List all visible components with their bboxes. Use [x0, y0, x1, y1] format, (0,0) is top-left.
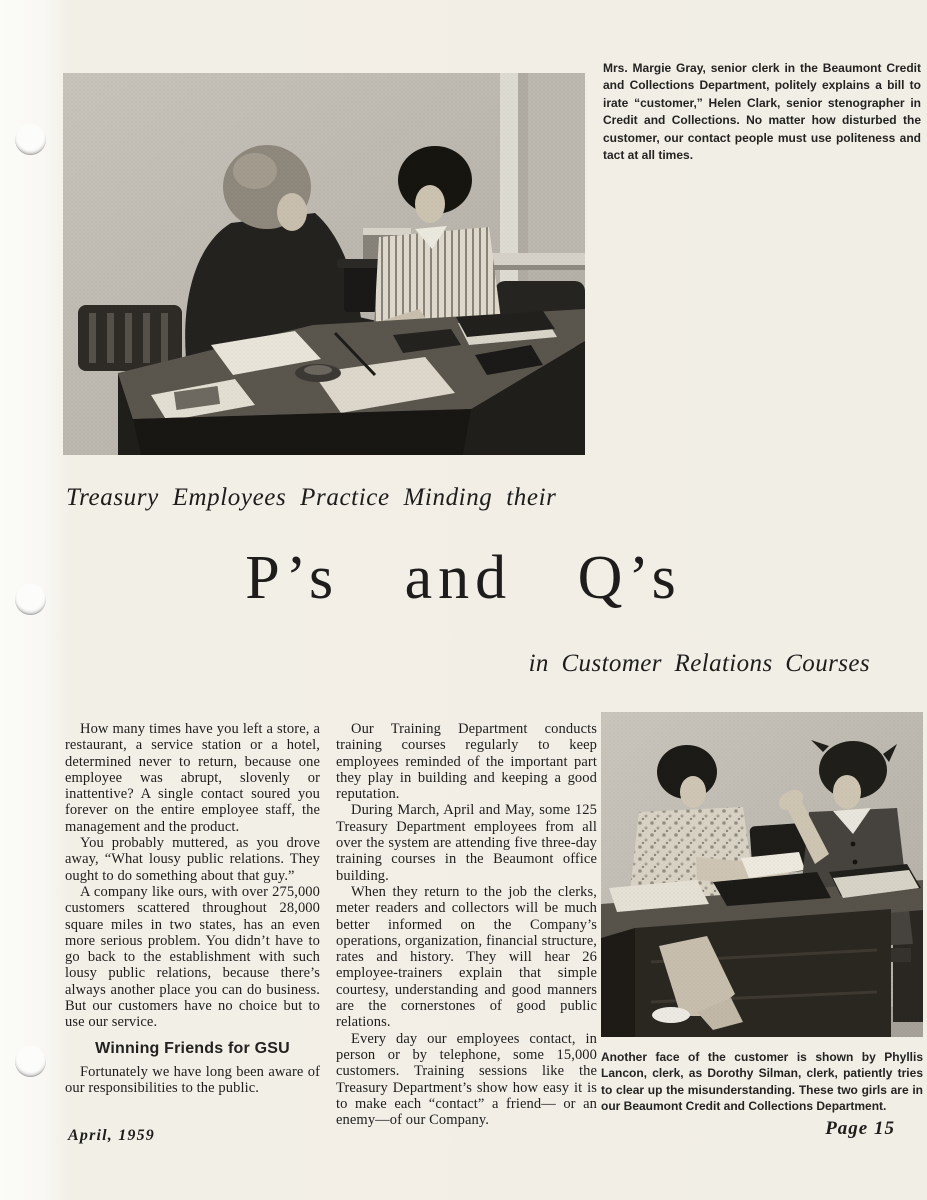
top-photo — [63, 73, 585, 455]
footer-issue-date: April, 1959 — [68, 1127, 155, 1144]
bottom-photo — [601, 712, 923, 1037]
paragraph: How many times have you left a store, a restaurant, a service station or a hotel, determined never to return, because one employee was abrupt, slovenly or inattentive? A single contact soured you forever on the entire employee staff, the management and the product. — [65, 721, 321, 835]
headline-main: P’s and Q’s — [245, 544, 682, 612]
top-photo-caption: Mrs. Margie Gray, senior clerk in the Beaumont Credit and Collections Department, politely explains a bill to irate “customer,” Helen Clark, senior stenographer in Credit and Collections. No matter how disturbed the customer, our contact people must use politeness and tact at all times. — [603, 61, 921, 163]
paragraph: A company like ours, with over 275,000 customers scattered throughout 28,000 square miles in two states, has an even more serious problem. You didn’t have to go back to the establishment with such lousy public relations, because there’s always another place you can do business. But our customers have no choice but to use our service. — [65, 883, 321, 1031]
article-column-2 — [336, 721, 597, 1128]
section-subhead: Winning Friends for GSU — [95, 1039, 290, 1057]
paragraph: Every day our employees contact, in person or by telephone, some 15,000 customers. Training sessions like the Treasury Department’s show how easy it is to make each “contact” a friend— or an enemy—of our Company. — [336, 1030, 597, 1129]
article-body — [65, 721, 923, 1128]
paragraph: Our Training Department conducts training courses regularly to keep employees reminded of the important part they play in building and keeping a good reputation. — [336, 721, 597, 803]
paragraph: When they return to the job the clerks, meter readers and collectors will be much better informed on the Company’s operations, organization, financial structure, rates and history. They will hear 26 employee-trainers explain that simple courtesy, understanding and good manners are the cornerstones of good public relations. — [336, 883, 597, 1031]
paragraph: You probably muttered, as you drove away, “What lousy public relations. They ought to do something about that guy.” — [65, 835, 321, 884]
article-column-3 — [601, 712, 923, 1128]
headline-kicker: Treasury Employees Practice Minding their — [66, 484, 557, 511]
punch-hole — [15, 1046, 46, 1077]
punch-hole — [15, 124, 46, 155]
top-photo-illustration — [63, 73, 585, 455]
bottom-photo-illustration — [601, 712, 923, 1037]
paragraph: During March, April and May, some 125 Treasury Department employees from all over the system are attending five three-day training courses in the Beaumont office building. — [336, 802, 597, 884]
headline-subtitle: in Customer Relations Courses — [528, 650, 870, 677]
paragraph: Fortunately we have long been aware of our responsibilities to the public. — [65, 1063, 321, 1096]
bottom-photo-caption: Another face of the customer is shown by Phyllis Lancon, clerk, as Dorothy Silman, clerk, patiently tries to clear up the misunderstanding. These two girls are in our Beaumont Credit and Collections Department. — [601, 1050, 923, 1113]
footer-page-number: Page 15 — [825, 1118, 895, 1139]
article-column-1 — [65, 721, 320, 1128]
